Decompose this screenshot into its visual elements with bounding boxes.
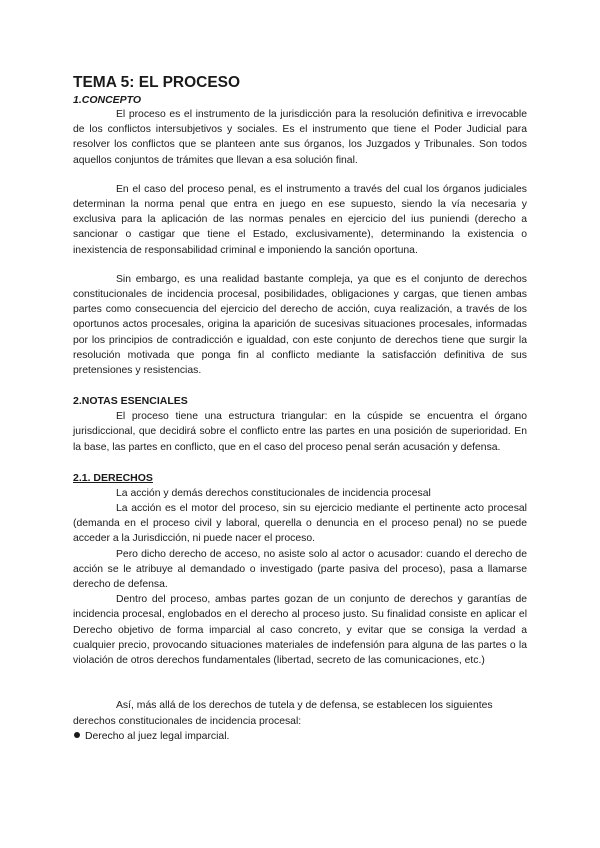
paragraph: Sin embargo, es una realidad bastante compleja, ya que es el conjunto de derechos constitucionales de incidencia procesal, posibilidades, obligaciones y cargas, que tienen ambas partes como consecuencia del ejercicio del derecho de acción, cuya realización, a través de los oportunos actos procesales, origina la aparición de sucesivas situaciones procesales, informadas por los principios de contradicción e igualdad, con este conjunto de derechos tiene que surgir la resolución motivada que ponga fin al conflicto mediante la satisfacción definitiva de sus pretensiones y resistencias. xyxy=(73,273,527,377)
paragraph: El proceso tiene una estructura triangular: en la cúspide se encuentra el órgano jurisdiccional, que decidirá sobre el conflicto entre las partes en una posición de superioridad. En la base, las partes en conflicto, que en el caso del proceso penal serán acusación y defensa. xyxy=(73,411,527,453)
paragraph: Dentro del proceso, ambas partes gozan de un conjunto de derechos y garantías de incidencia procesal, englobados en el derecho al proceso justo. Su finalidad consiste en aplicar el Derecho objetivo de forma imparcial al caso concreto, y evitar que se consiga la verdad a cualquier precio, provocando situaciones materiales de indefensión para alguna de las partes o la violación de otros derechos fundamentales (libertad, secreto de las comunicaciones, etc.) xyxy=(73,594,527,667)
document-page xyxy=(73,74,527,744)
paragraph: Así, más allá de los derechos de tutela y de defensa, se establecen los siguientes derechos constitucionales de incidencia procesal: xyxy=(73,700,493,727)
section-heading-notas-esenciales: 2.NOTAS ESENCIALES xyxy=(73,395,188,408)
bullet-list xyxy=(73,729,527,744)
paragraph: Pero dicho derecho de acceso, no asiste solo al actor o acusador: cuando el derecho de acción se le atribuye al demandado o investigado (parte pasiva del proceso), pasa a llamarse derecho de defensa. xyxy=(73,548,527,591)
list-item xyxy=(73,729,527,744)
paragraph: En el caso del proceso penal, es el instrumento a través del cual los órganos judiciales determinan la norma penal que entra en juego en ese supuesto, siendo la vía necesaria y exclusiva para la aplicación de las normas penales en ejercicio del ius puniendi (derecho a sancionar o castigar que tiene el Estado, exclusivamente), determinando la existencia o inexistencia de responsabilidad criminal e imponiendo la sanción oportuna. xyxy=(73,183,527,256)
list-item-text: Derecho al juez legal imparcial. xyxy=(85,730,230,742)
subsection-subtitle: La acción y demás derechos constitucionales de incidencia procesal xyxy=(116,487,431,499)
paragraph: El proceso es el instrumento de la jurisdicción para la resolución definitiva e irrevocable de los conflictos intersubjetivos y sociales. Es el instrumento que tiene el Poder Judicial para resolver los conflictos que se planteen ante sus órganos, los Juzgados y Tribunales. Son todos aquellos conjuntos de trámites que llevan a esa solución final. xyxy=(73,109,527,166)
paragraph: La acción es el motor del proceso, sin su ejercicio mediante el pertinente acto procesal (demanda en el proceso civil y laboral, querella o denuncia en el proceso penal) no se puede acceder a la Jurisdicción, ni puede nacer el proceso. xyxy=(73,503,527,545)
bullet-icon xyxy=(74,732,80,738)
page-title: TEMA 5: EL PROCESO xyxy=(73,74,241,91)
section-heading-concepto: 1.CONCEPTO xyxy=(73,94,142,106)
subsection-heading-derechos: 2.1. DERECHOS xyxy=(73,471,153,484)
